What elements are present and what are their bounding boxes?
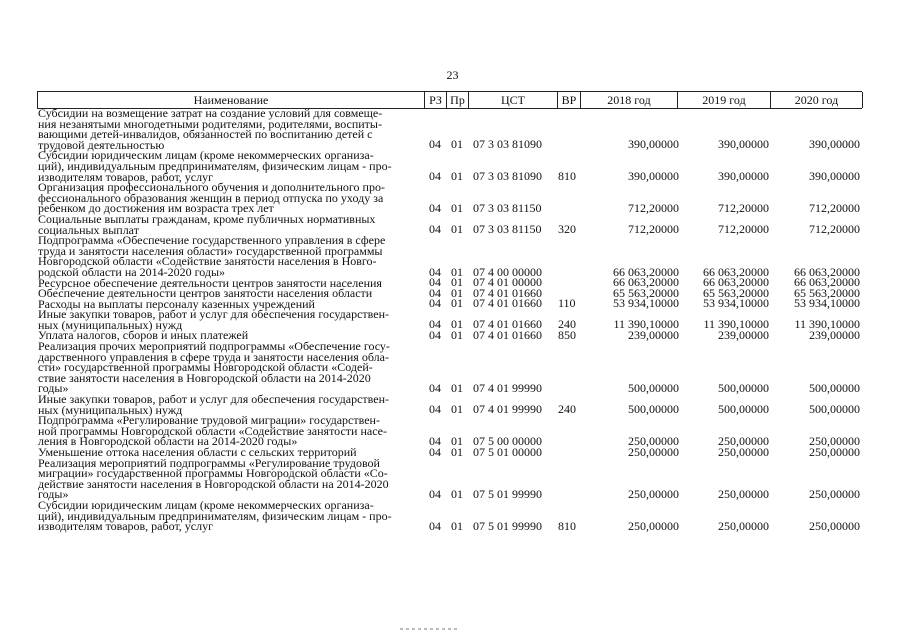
row-name-line: миграции» государственной программы Новгородской области «Со- xyxy=(38,466,388,481)
row-2018: 239,00000 xyxy=(628,328,679,343)
row-2019: 390,00000 xyxy=(718,137,769,152)
row-name-line: Уменьшение оттока населения области с сельских территорий xyxy=(38,445,357,459)
row-pr: 01 xyxy=(451,486,463,501)
row-rz: 04 xyxy=(429,518,441,533)
header-2020: 2020 год xyxy=(770,92,863,108)
row-cst: 07 3 03 81090 xyxy=(473,169,542,184)
row-name-line: ций), индивидуальным предпринимателям, физическим лицам - про- xyxy=(38,158,392,173)
row-pr: 01 xyxy=(451,264,463,279)
row-name-line: Обеспечение деятельности центров занятости населения области xyxy=(38,286,373,301)
row-vr: 240 xyxy=(558,317,576,332)
row-name xyxy=(37,150,423,182)
row-name-line: действие занятости населения в Новгородской области на 2014-2020 xyxy=(38,476,389,491)
row-2019: 500,00000 xyxy=(718,381,769,396)
row-2018: 53 934,10000 xyxy=(613,296,679,311)
row-name-line: годы» xyxy=(38,487,69,502)
row-pr: 01 xyxy=(451,169,463,184)
row-name xyxy=(37,211,423,237)
table-row xyxy=(37,182,862,214)
row-name-line: труда и занятости населения области» государственной программы xyxy=(38,243,383,258)
row-name-line: Уплата налогов, сборов и иных платежей xyxy=(38,328,249,343)
table-row xyxy=(37,235,862,277)
table-body xyxy=(37,108,862,532)
row-2018: 250,00000 xyxy=(628,444,679,459)
row-2020: 53 934,10000 xyxy=(794,296,860,311)
table-row xyxy=(37,497,862,534)
row-2018: 250,00000 xyxy=(628,486,679,501)
row-name-line: Иные закупки товаров, работ и услуг для обеспечения государствен- xyxy=(38,392,389,407)
row-2019: 11 390,10000 xyxy=(703,317,769,332)
row-rz: 04 xyxy=(429,402,441,417)
row-2019: 712,20000 xyxy=(718,200,769,215)
row-2019: 66 063,20000 xyxy=(703,264,769,279)
header-2019: 2019 год xyxy=(677,92,770,108)
row-rz: 04 xyxy=(429,317,441,332)
row-2018: 390,00000 xyxy=(628,137,679,152)
row-2019: 500,00000 xyxy=(718,402,769,417)
row-name-line: ления в Новгородской области на 2014-2020 годы» xyxy=(38,434,298,449)
row-2018: 250,00000 xyxy=(628,434,679,448)
row-pr: 01 xyxy=(451,275,463,290)
row-vr: 850 xyxy=(558,328,576,343)
row-pr: 01 xyxy=(451,434,463,448)
row-2020: 239,00000 xyxy=(809,328,860,343)
header-name: Наименование xyxy=(37,92,424,108)
row-2019: 390,00000 xyxy=(718,169,769,184)
row-name-line: вающими детей-инвалидов, обязанностей по воспитанию детей с xyxy=(38,127,373,142)
row-2018: 500,00000 xyxy=(628,381,679,396)
row-vr: 240 xyxy=(558,402,576,417)
row-cst: 07 3 03 81090 xyxy=(473,137,542,152)
row-name xyxy=(37,415,423,447)
row-rz: 04 xyxy=(429,328,441,343)
row-2020: 66 063,20000 xyxy=(794,275,860,290)
row-2018: 712,20000 xyxy=(628,200,679,215)
row-name-line: Подпрограмма «Регулирование трудовой миграции» государствен- xyxy=(38,413,380,428)
row-2019: 250,00000 xyxy=(718,486,769,501)
row-name-line: ребенком до достижения им возраста трех лет xyxy=(38,201,274,216)
row-cst: 07 4 01 01660 xyxy=(473,285,542,300)
row-pr: 01 xyxy=(451,285,463,300)
row-2020: 250,00000 xyxy=(809,434,860,448)
row-name-line: сти» государственной программы Новгородской области «Содей- xyxy=(38,360,373,375)
row-name-line: изводителям товаров, работ, услуг xyxy=(38,169,214,184)
row-vr: 810 xyxy=(558,518,576,533)
row-pr: 01 xyxy=(451,402,463,417)
row-cst: 07 4 01 00000 xyxy=(473,275,542,290)
row-2020: 250,00000 xyxy=(809,486,860,501)
row-cst: 07 5 01 00000 xyxy=(473,444,542,459)
row-name xyxy=(37,455,423,502)
row-cst: 07 4 01 01660 xyxy=(473,296,542,311)
row-name-line: Субсидии юридическим лицам (кроме некоммерческих организа- xyxy=(38,148,374,163)
row-rz: 04 xyxy=(429,285,441,300)
row-rz: 04 xyxy=(429,434,441,448)
row-pr: 01 xyxy=(451,222,463,237)
row-name-line: ных (муниципальных) нужд xyxy=(38,402,183,417)
row-rz: 04 xyxy=(429,381,441,396)
header-vr: ВР xyxy=(557,92,580,108)
row-name xyxy=(37,108,423,150)
row-2018: 65 563,20000 xyxy=(613,285,679,300)
table-row xyxy=(37,150,862,182)
row-2020: 390,00000 xyxy=(809,169,860,184)
row-pr: 01 xyxy=(451,518,463,533)
row-2018: 500,00000 xyxy=(628,402,679,417)
row-2019: 712,20000 xyxy=(718,222,769,237)
row-rz: 04 xyxy=(429,264,441,279)
row-name-line: ной программы Новгородской области «Содействие занятости насе- xyxy=(38,423,387,438)
row-cst: 07 4 01 99990 xyxy=(473,402,542,417)
row-name-line: родской области на 2014-2020 годы» xyxy=(38,264,226,279)
row-name-line: Социальные выплаты гражданам, кроме публичных нормативных xyxy=(38,211,376,226)
row-2020: 712,20000 xyxy=(809,222,860,237)
row-name-line: Организация профессионального обучения и дополнительного про- xyxy=(38,180,385,195)
row-name xyxy=(37,394,423,415)
row-name xyxy=(37,182,423,214)
row-name-line: ствие занятости населения в Новгородской области на 2014-2020 xyxy=(38,370,371,385)
row-name-line: Ресурсное обеспечение деятельности центров занятости населения xyxy=(38,275,382,290)
row-vr: 110 xyxy=(558,296,576,311)
row-pr: 01 xyxy=(451,381,463,396)
row-pr: 01 xyxy=(451,444,463,459)
row-2020: 500,00000 xyxy=(809,402,860,417)
row-name-line: годы» xyxy=(38,381,69,396)
row-2018: 390,00000 xyxy=(628,169,679,184)
header-2018: 2018 год xyxy=(580,92,677,108)
row-cst: 07 5 00 00000 xyxy=(473,434,542,448)
row-2018: 250,00000 xyxy=(628,518,679,533)
row-vr: 320 xyxy=(558,222,576,237)
row-2020: 11 390,10000 xyxy=(794,317,860,332)
row-cst: 07 4 01 99990 xyxy=(473,381,542,396)
row-2018: 11 390,10000 xyxy=(613,317,679,332)
row-name-line: фессионального образования женщин в период отпуска по уходу за xyxy=(38,190,384,205)
row-2020: 712,20000 xyxy=(809,200,860,215)
row-rz: 04 xyxy=(429,200,441,215)
row-name-line: ния незанятыми многодетными родителями, родителями, воспиты- xyxy=(38,116,382,131)
row-cst: 07 4 01 01660 xyxy=(473,317,542,332)
row-name-line: Расходы на выплаты персоналу казенных учреждений xyxy=(38,296,315,311)
row-2020: 390,00000 xyxy=(809,137,860,152)
table-row xyxy=(37,341,862,394)
row-cst: 07 4 00 00000 xyxy=(473,264,542,279)
row-pr: 01 xyxy=(451,328,463,343)
header-rz: РЗ xyxy=(424,92,446,108)
row-name xyxy=(37,235,423,277)
row-vr: 810 xyxy=(558,169,576,184)
row-2018: 66 063,20000 xyxy=(613,264,679,279)
row-2020: 66 063,20000 xyxy=(794,264,860,279)
scan-artifact xyxy=(400,628,460,630)
row-name-line: Подпрограмма «Обеспечение государственного управления в сфере xyxy=(38,233,386,248)
row-2019: 65 563,20000 xyxy=(703,285,769,300)
row-name-line: Субсидии на возмещение затрат на создание условий для совмеще- xyxy=(38,106,383,120)
row-rz: 04 xyxy=(429,444,441,459)
header-cst: ЦСТ xyxy=(468,92,557,108)
row-name xyxy=(37,309,423,330)
row-name-line: Реализация мероприятий подпрограммы «Регулирование трудовой xyxy=(38,455,380,470)
row-pr: 01 xyxy=(451,137,463,152)
row-rz: 04 xyxy=(429,486,441,501)
row-rz: 04 xyxy=(429,222,441,237)
table-row xyxy=(37,108,862,150)
header-pr: Пр xyxy=(446,92,468,108)
row-name-line: ций), индивидуальным предпринимателям, физическим лицам - про- xyxy=(38,508,392,523)
row-2019: 66 063,20000 xyxy=(703,275,769,290)
row-cst: 07 5 01 99990 xyxy=(473,518,542,533)
row-name-line: социальных выплат xyxy=(38,222,139,237)
row-pr: 01 xyxy=(451,200,463,215)
row-2020: 65 563,20000 xyxy=(794,285,860,300)
row-2020: 500,00000 xyxy=(809,381,860,396)
row-name-line: трудовой деятельностью xyxy=(38,137,165,152)
row-cst: 07 3 03 81150 xyxy=(473,222,542,237)
row-cst: 07 3 03 81150 xyxy=(473,200,542,215)
row-rz: 04 xyxy=(429,296,441,311)
row-name-line: Реализация прочих мероприятий подпрограммы «Обеспечение госу- xyxy=(38,339,390,354)
row-2019: 250,00000 xyxy=(718,434,769,448)
table-row xyxy=(37,394,862,415)
row-2019: 250,00000 xyxy=(718,444,769,459)
row-2019: 53 934,10000 xyxy=(703,296,769,311)
row-2019: 239,00000 xyxy=(718,328,769,343)
row-2019: 250,00000 xyxy=(718,518,769,533)
row-cst: 07 4 01 01660 xyxy=(473,328,542,343)
row-name-line: Новгородской области «Содействие занятости населения в Новго- xyxy=(38,254,377,269)
row-name-line: Иные закупки товаров, работ и услуг для обеспечения государствен- xyxy=(38,307,389,322)
row-2020: 250,00000 xyxy=(809,518,860,533)
row-2018: 66 063,20000 xyxy=(613,275,679,290)
row-name-line: дарственного управления в сфере труда и занятости населения обла- xyxy=(38,349,389,364)
row-2018: 712,20000 xyxy=(628,222,679,237)
row-name-line: ных (муниципальных) нужд xyxy=(38,317,183,332)
row-cst: 07 5 01 99990 xyxy=(473,486,542,501)
row-pr: 01 xyxy=(451,317,463,332)
row-name-line: Субсидии юридическим лицам (кроме некоммерческих организа- xyxy=(38,497,374,512)
row-rz: 04 xyxy=(429,137,441,152)
row-name-line: изводителям товаров, работ, услуг xyxy=(38,519,214,534)
row-name xyxy=(37,497,423,534)
row-name xyxy=(37,341,423,394)
table-row xyxy=(37,455,862,502)
table-row xyxy=(37,211,862,237)
row-pr: 01 xyxy=(451,296,463,311)
row-2020: 250,00000 xyxy=(809,444,860,459)
row-rz: 04 xyxy=(429,275,441,290)
table-row xyxy=(37,415,862,447)
row-rz: 04 xyxy=(429,169,441,184)
page-number: 23 xyxy=(446,68,459,82)
